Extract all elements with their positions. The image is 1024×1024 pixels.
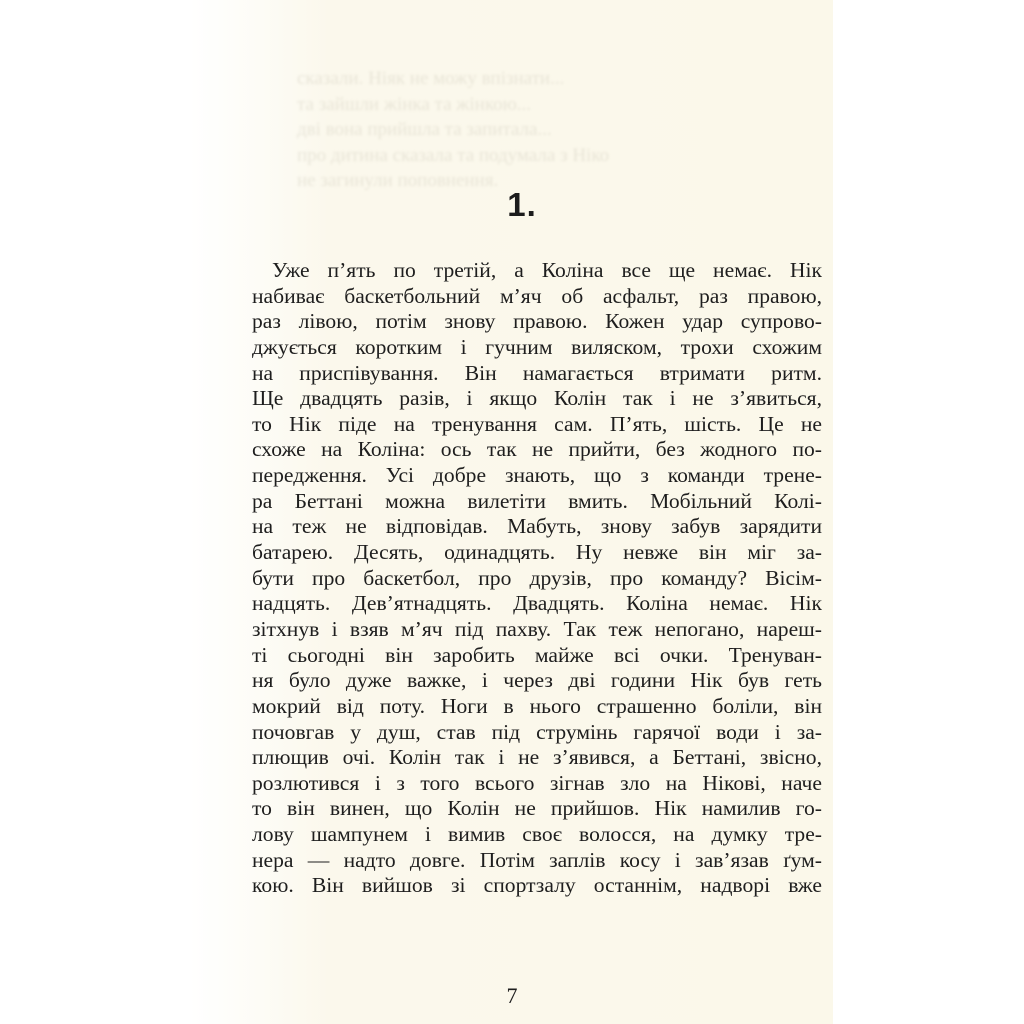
- text-line: передження. Усі добре знають, що з команди трене-: [252, 463, 822, 488]
- text-line: на приспівування. Він намагається втримати ритм.: [252, 360, 822, 385]
- text-line: ра Беттані можна вилетіти вмить. Мобільний Колі-: [252, 488, 822, 513]
- body-text: [252, 258, 822, 899]
- bleed-through-text: [297, 66, 827, 194]
- text-line: надцять. Дев’ятнадцять. Двадцять. Коліна немає. Нік: [252, 591, 822, 616]
- text-line: кою. Він вийшов зі спортзалу останнім, надворі вже: [252, 873, 822, 898]
- bleed-line: не загинули поповнення.: [297, 170, 499, 191]
- text-line: плющив очі. Колін так і не з’явився, а Беттані, звісно,: [252, 745, 822, 770]
- text-line: батарею. Десять, одинадцять. Ну невже він міг за-: [252, 540, 822, 565]
- text-line: мокрий від поту. Ноги в нього страшенно боліли, він: [252, 693, 822, 718]
- chapter-heading: 1.: [507, 186, 537, 223]
- text-line: раз лівою, потім знову правою. Кожен удар супрово-: [252, 309, 822, 334]
- text-line: Ще двадцять разів, і якщо Колін так і не з’явиться,: [252, 386, 822, 411]
- text-line: ті сьогодні він заробить майже всі очки. Тренуван-: [252, 642, 822, 667]
- text-line: ня було дуже важке, і через дві години Нік був геть: [252, 668, 822, 693]
- bleed-line: дві вона прийшла та запитала...: [297, 119, 552, 140]
- text-line: зітхнув і взяв м’яч під пахву. Так теж непогано, нареш-: [252, 616, 822, 641]
- bleed-line: та зайшли жінка та жінкою...: [297, 93, 532, 115]
- text-line: бути про баскетбол, про друзів, про команду? Вісім-: [252, 565, 822, 590]
- bleed-line: сказали. Ніяк не можу впізнати...: [297, 68, 565, 89]
- text-line: на теж не відповідав. Мабуть, знову забув зарядити: [252, 514, 822, 539]
- text-line: нера — надто довге. Потім заплів косу і зав’язав ґум-: [252, 847, 822, 872]
- text-line: джується коротким і гучним виляском, трохи схожим: [252, 334, 822, 359]
- text-line: то він винен, що Колін не прийшов. Нік намилив го-: [252, 796, 822, 821]
- text-line: набиває баскетбольний м’яч об асфальт, раз правою,: [252, 283, 822, 308]
- text-line: Уже п’ять по третій, а Коліна все ще немає. Нік: [272, 258, 822, 282]
- page-number: 7: [506, 983, 518, 1008]
- text-line: схоже на Коліна: ось так не прийти, без жодного по-: [252, 437, 822, 462]
- text-line: почовгав у душ, став під струмінь гарячої води і за-: [252, 719, 822, 744]
- text-line: розлютився і з того всього зігнав зло на Нікові, наче: [252, 770, 822, 795]
- text-line: то Нік піде на тренування сам. П’ять, шість. Це не: [252, 411, 822, 436]
- bleed-line: про дитина сказала та подумала з Ніко: [297, 144, 610, 166]
- text-line: лову шампунем і вимив своє волосся, на думку тре-: [252, 822, 822, 847]
